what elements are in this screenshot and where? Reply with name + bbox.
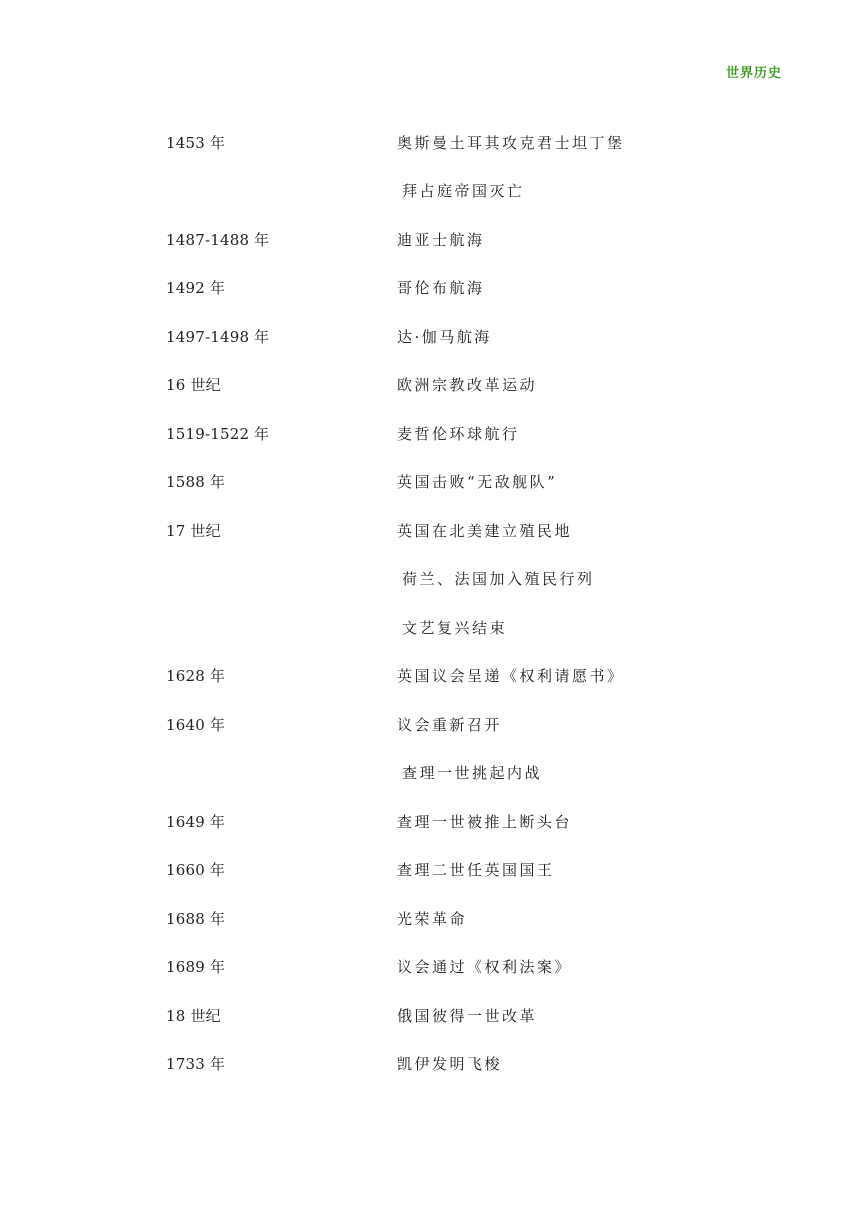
timeline-year: 1733 年 [166, 1055, 226, 1074]
timeline-event: 欧洲宗教改革运动 [397, 376, 538, 395]
timeline-row [166, 118, 726, 167]
timeline-year: 1688 年 [166, 909, 226, 928]
timeline-row [166, 555, 726, 604]
timeline-row [166, 458, 726, 507]
timeline-year: 1519-1522 年 [166, 424, 270, 443]
timeline-row [166, 749, 726, 798]
timeline-year: 1660 年 [166, 861, 226, 880]
timeline-event: 拜占庭帝国灭亡 [402, 182, 525, 201]
timeline-year: 1640 年 [166, 715, 226, 734]
timeline-year: 1492 年 [166, 279, 226, 298]
timeline-row [166, 167, 726, 216]
timeline-row [166, 361, 726, 410]
timeline-row [166, 943, 726, 992]
timeline-year: 1588 年 [166, 473, 226, 492]
timeline-row [166, 409, 726, 458]
timeline-row [166, 264, 726, 313]
timeline-row [166, 215, 726, 264]
timeline-event: 光荣革命 [397, 909, 468, 928]
timeline-event: 荷兰、法国加入殖民行列 [402, 570, 595, 589]
timeline-event: 迪亚士航海 [397, 230, 485, 249]
timeline-event: 查理二世任英国国王 [397, 861, 555, 880]
timeline-row [166, 797, 726, 846]
timeline-event: 英国击败“无敌舰队” [397, 473, 558, 492]
timeline-event: 奥斯曼土耳其攻克君士坦丁堡 [397, 133, 625, 152]
timeline-row [166, 652, 726, 701]
timeline-event: 凯伊发明飞梭 [397, 1055, 503, 1074]
timeline-event: 达·伽马航海 [397, 327, 492, 346]
timeline-event: 英国议会呈递《权利请愿书》 [397, 667, 625, 686]
timeline-year: 1497-1498 年 [166, 327, 270, 346]
timeline-list [166, 118, 726, 1088]
timeline-year: 1628 年 [166, 667, 226, 686]
timeline-row [166, 1040, 726, 1089]
timeline-row [166, 603, 726, 652]
timeline-row [166, 846, 726, 895]
timeline-event: 俄国彼得一世改革 [397, 1006, 538, 1025]
timeline-event: 议会重新召开 [397, 715, 503, 734]
page-header-title: 世界历史 [725, 66, 782, 81]
timeline-row [166, 700, 726, 749]
timeline-event: 议会通过《权利法案》 [397, 958, 573, 977]
timeline-row [166, 894, 726, 943]
timeline-year: 1689 年 [166, 958, 226, 977]
timeline-event: 查理一世被推上断头台 [397, 812, 573, 831]
timeline-event: 英国在北美建立殖民地 [397, 521, 573, 540]
timeline-row [166, 312, 726, 361]
timeline-year: 1453 年 [166, 133, 226, 152]
timeline-year: 17 世纪 [166, 521, 221, 540]
timeline-row [166, 506, 726, 555]
timeline-event: 文艺复兴结束 [402, 618, 508, 637]
timeline-year: 1649 年 [166, 812, 226, 831]
timeline-row [166, 991, 726, 1040]
timeline-year: 1487-1488 年 [166, 230, 270, 249]
timeline-event: 哥伦布航海 [397, 279, 485, 298]
timeline-event: 查理一世挑起内战 [402, 764, 543, 783]
timeline-year: 18 世纪 [166, 1006, 221, 1025]
timeline-year: 16 世纪 [166, 376, 221, 395]
timeline-event: 麦哲伦环球航行 [397, 424, 520, 443]
